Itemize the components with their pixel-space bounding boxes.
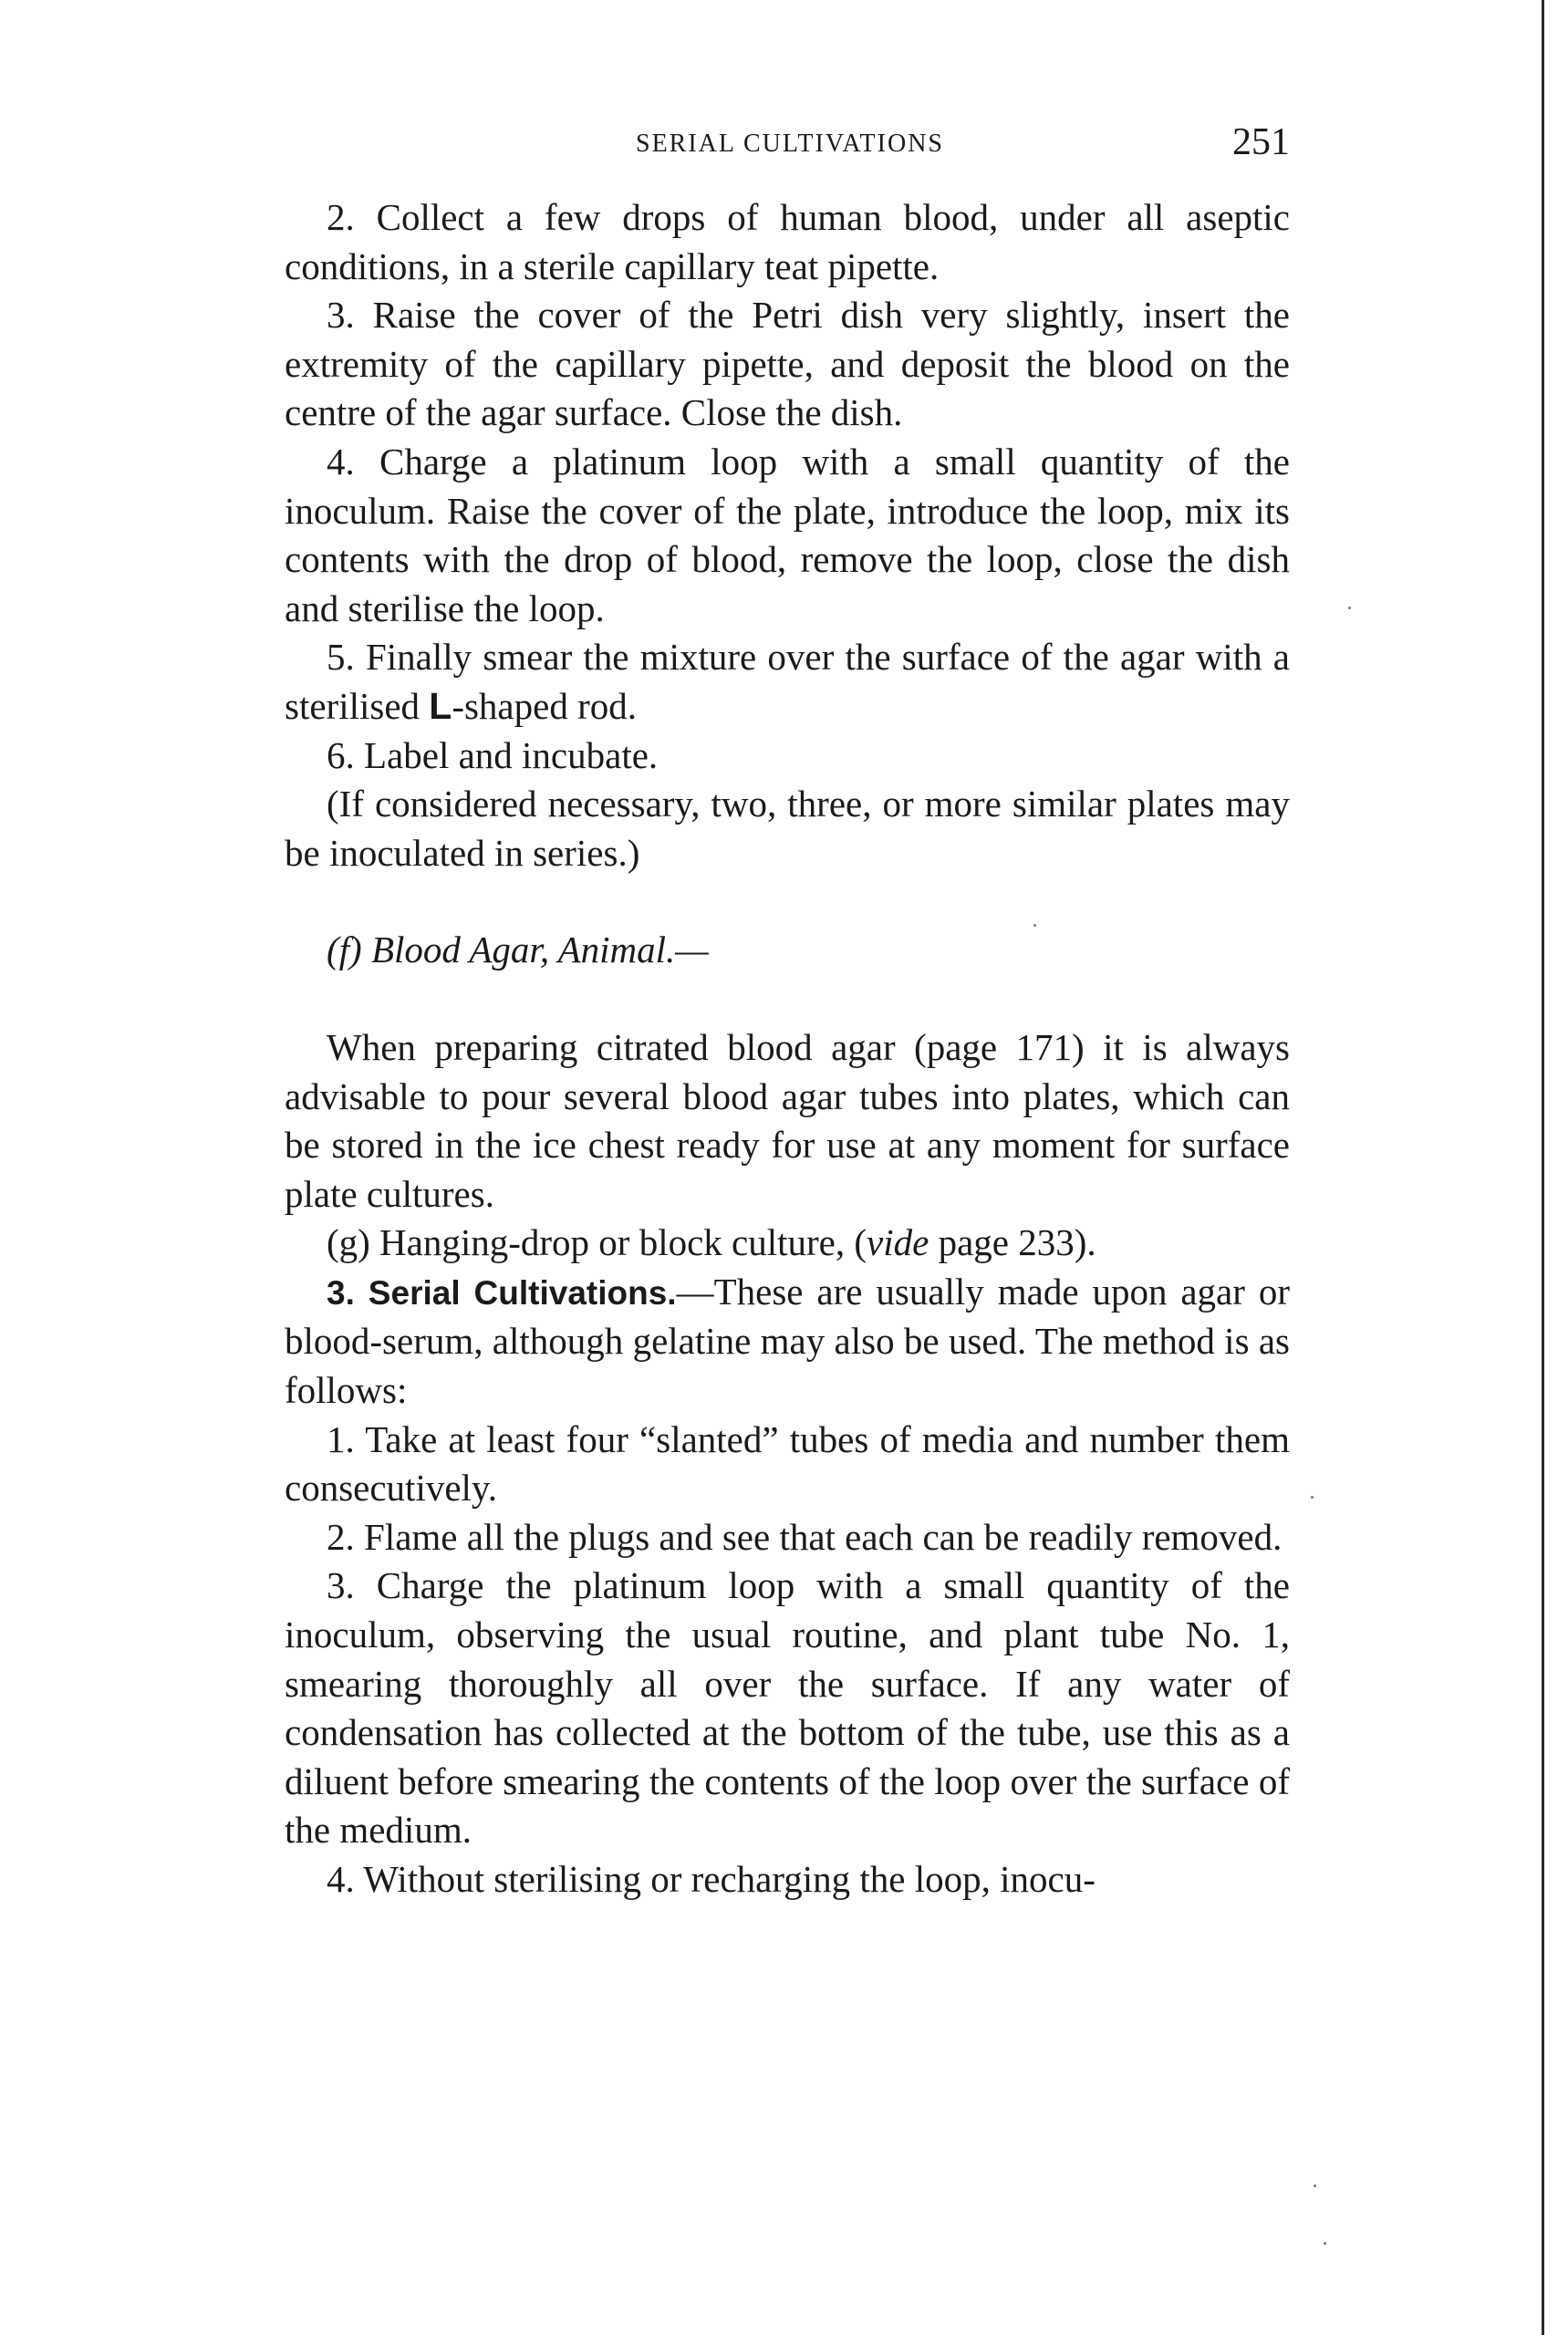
section-g-prefix: (g) Hanging-drop or block culture, (	[327, 1221, 867, 1264]
page-number: 251	[1232, 121, 1290, 163]
running-head: SERIAL CULTIVATIONS	[636, 130, 944, 158]
scan-speck	[1314, 2185, 1316, 2187]
page-body	[285, 193, 1290, 1904]
serial-step-4: 4. Without sterilising or recharging the loop, inocu-	[327, 1858, 1096, 1900]
serial-step-3: 3. Charge the platinum loop with a small quantity of the inoculum, observing the usual routine, and plant tube No. 1, smearing thoroughly all over the surface. If any water of condensation has collected at the bottom of the tube, use this as a diluent before smearing the contents of the loop over the surface of the medium.	[285, 1564, 1290, 1852]
blood-plate-step-3: 3. Raise the cover of the Petri dish very slightly, insert the extremity of the capillary pipette, and deposit the blood on the centre of the agar surface. Close the dish.	[285, 294, 1290, 434]
scan-speck	[1348, 607, 1351, 609]
step-5-text-before: 5. Finally smear the mixture over the surface of the agar with a sterilised	[285, 636, 1290, 727]
serial-step-1: 1. Take at least four “slanted” tubes of media and number them consecutively.	[285, 1417, 1290, 1510]
section-f-heading	[285, 926, 1290, 975]
blood-plate-step-6: 6. Label and incubate.	[327, 733, 659, 776]
scan-speck	[1311, 1496, 1314, 1499]
blood-plate-step-4: 4. Charge a platinum loop with a small quantity of the inoculum. Raise the cover of the plate, introduce the loop, mix its contents with the drop of blood, remove the loop, close the dish and sterilise the loop.	[285, 440, 1290, 629]
serial-cultivations-paragraph	[285, 1268, 1290, 1416]
section-g-paragraph	[285, 1219, 1290, 1268]
blood-plate-step-5	[285, 633, 1290, 731]
section-f-paragraph: When preparing citrated blood agar (page 171) it is always advisable to pour several blood agar tubes into plates, which can be stored in the ice chest ready for use at any moment for surface plate cultures.	[285, 1025, 1290, 1215]
series-note: (If considered necessary, two, three, or more similar plates may be inoculated in series.)	[285, 783, 1290, 874]
step-5-l-letter: L	[429, 684, 452, 727]
section-g-vide: vide	[867, 1221, 929, 1264]
step-5-text-after: -shaped rod.	[452, 684, 637, 727]
blood-plate-step-2: 2. Collect a few drops of human blood, under all aseptic conditions, in a sterile capillary teat pipette.	[285, 196, 1290, 287]
section-f-label: (f) Blood Agar, Animal.—	[327, 929, 709, 971]
scan-speck	[1324, 2242, 1326, 2245]
section-g-suffix: page 233).	[929, 1221, 1096, 1264]
scan-page-edge	[1542, 0, 1544, 2335]
serial-cultivations-intro: —These are usually made upon agar or blood-serum, although gelatine may also be used. The method is as follows:	[285, 1270, 1290, 1412]
page-header	[290, 121, 1290, 163]
scan-speck	[1033, 924, 1036, 927]
serial-cultivations-heading: 3. Serial Cultivations.	[327, 1273, 677, 1312]
serial-step-2: 2. Flame all the plugs and see that each can be readily removed.	[327, 1515, 1282, 1558]
